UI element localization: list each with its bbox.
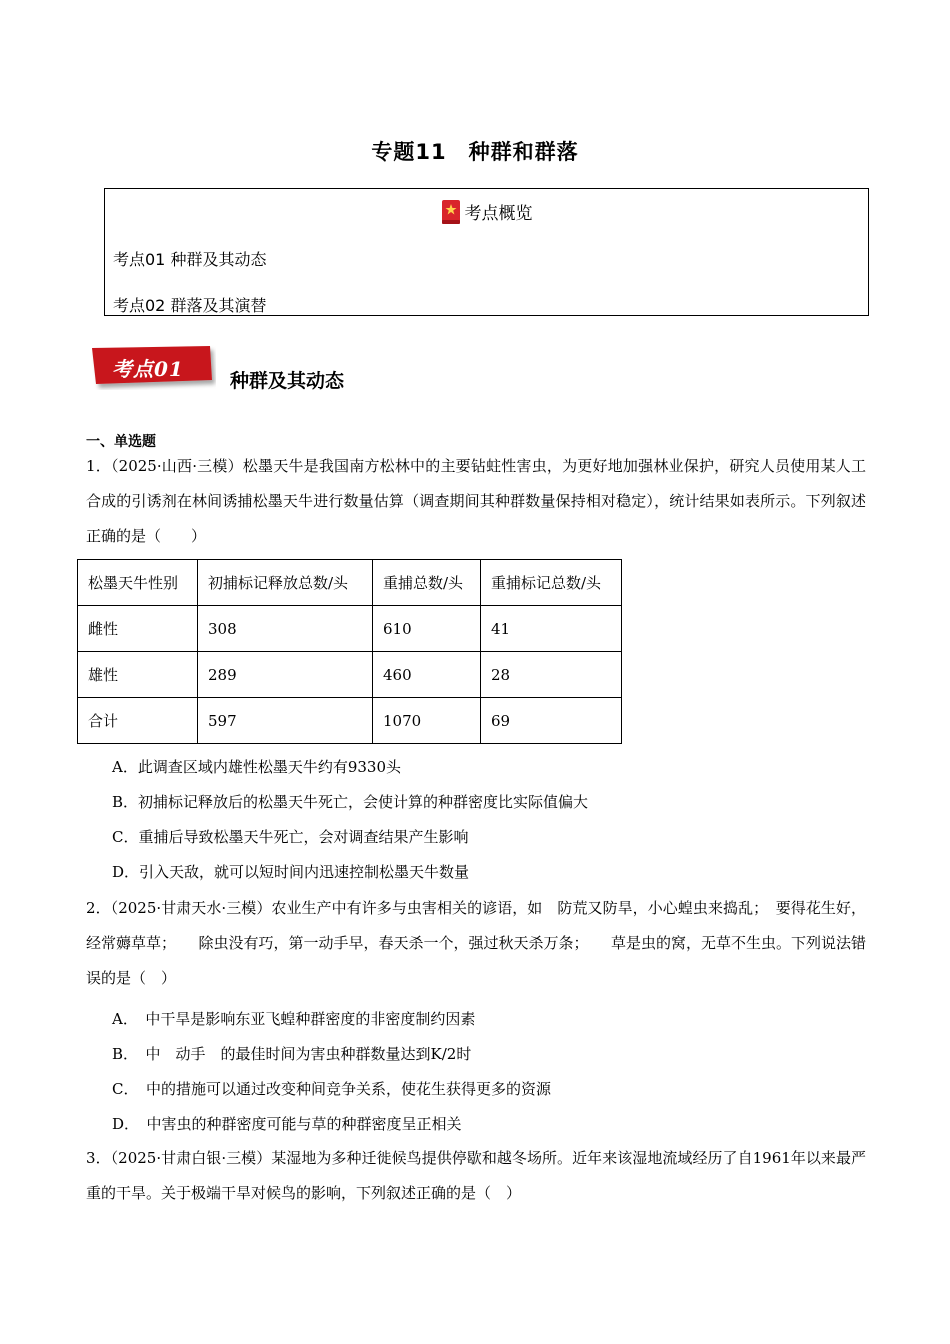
section-badge-label: 考点01 [112,357,184,381]
question-1-option-d[interactable]: D．引入天敌，就可以短时间内迅速控制松墨天牛数量 [112,863,470,881]
question-1-stem: 1．（2025·山西·三模）松墨天牛是我国南方松林中的主要钻蛀性害虫，为更好地加强林业保护，研究人员使用某人工合成的引诱剂在林间诱捕松墨天牛进行数量估算（调查期间其种群数量保持相对稳定），统计结果如表所示。下列叙述正确的是（ ） [86,457,866,545]
overview-heading [105,199,868,229]
question-3-stem: 3．（2025·甘肃白银·三模）某湿地为多种迁徙候鸟提供停歇和越冬场所。近年来该湿地流域经历了自1961年以来最严重的干旱。关于极端干旱对候鸟的影响，下列叙述正确的是（ ） [86,1149,866,1202]
table-cell: 460 [373,652,481,698]
table-cell: 597 [198,698,373,744]
table-header-row [78,560,622,606]
question-1-option-a[interactable]: A．此调查区域内雄性松墨天牛约有9330头 [112,758,402,776]
table-cell: 308 [198,606,373,652]
question-2-stem: 2．（2025·甘肃天水·三模）农业生产中有许多与虫害相关的谚语，如 防荒又防旱，小心蝗虫来捣乱； 要得花生好，经常薅草草； 除虫没有巧，第一动手早，春天杀一个，强过秋天杀万条； 草是虫的窝，无草不生虫。下列说法错误的是（ ） [86,899,867,987]
section-heading: 种群及其动态 [230,370,345,392]
table-cell: 合计 [78,698,198,744]
overview-heading-text: 考点概览 [464,204,533,224]
table-header-cell: 重捕标记总数/头 [481,560,622,606]
section-badge [88,344,216,390]
overview-box [104,188,869,316]
question-1-option-c[interactable]: C．重捕后导致松墨天牛死亡，会对调查结果产生影响 [112,828,469,846]
question-1-option-b[interactable]: B．初捕标记释放后的松墨天牛死亡，会使计算的种群密度比实际值偏大 [112,793,589,811]
table-row [78,652,622,698]
question-type-label: 一、单选题 [86,434,156,450]
table-cell: 289 [198,652,373,698]
table-cell: 610 [373,606,481,652]
overview-item-01[interactable]: 考点01 种群及其动态 [113,250,267,269]
table-cell: 41 [481,606,622,652]
overview-item-02[interactable]: 考点02 群落及其演替 [113,296,267,315]
table-cell: 69 [481,698,622,744]
table-cell: 1070 [373,698,481,744]
capture-table [77,559,622,744]
page-title: 专题11 种群和群落 [371,140,579,164]
table-header-cell: 重捕总数/头 [373,560,481,606]
table-row [78,698,622,744]
question-2-option-c[interactable]: C． 中的措施可以通过改变种间竞争关系，使花生获得更多的资源 [112,1080,551,1098]
table-row [78,606,622,652]
question-2-option-b[interactable]: B． 中 动手 的最佳时间为害虫种群数量达到K/2时 [112,1045,472,1063]
table-header-cell: 松墨天牛性别 [78,560,198,606]
table-header-cell: 初捕标记释放总数/头 [198,560,373,606]
question-2-option-a[interactable]: A． 中干旱是影响东亚飞蝗种群密度的非密度制约因素 [112,1010,476,1028]
table-cell: 雄性 [78,652,198,698]
table-cell: 28 [481,652,622,698]
table-cell: 雌性 [78,606,198,652]
question-2-option-d[interactable]: D． 中害虫的种群密度可能与草的种群密度呈正相关 [112,1115,462,1133]
red-book-icon [441,199,461,225]
